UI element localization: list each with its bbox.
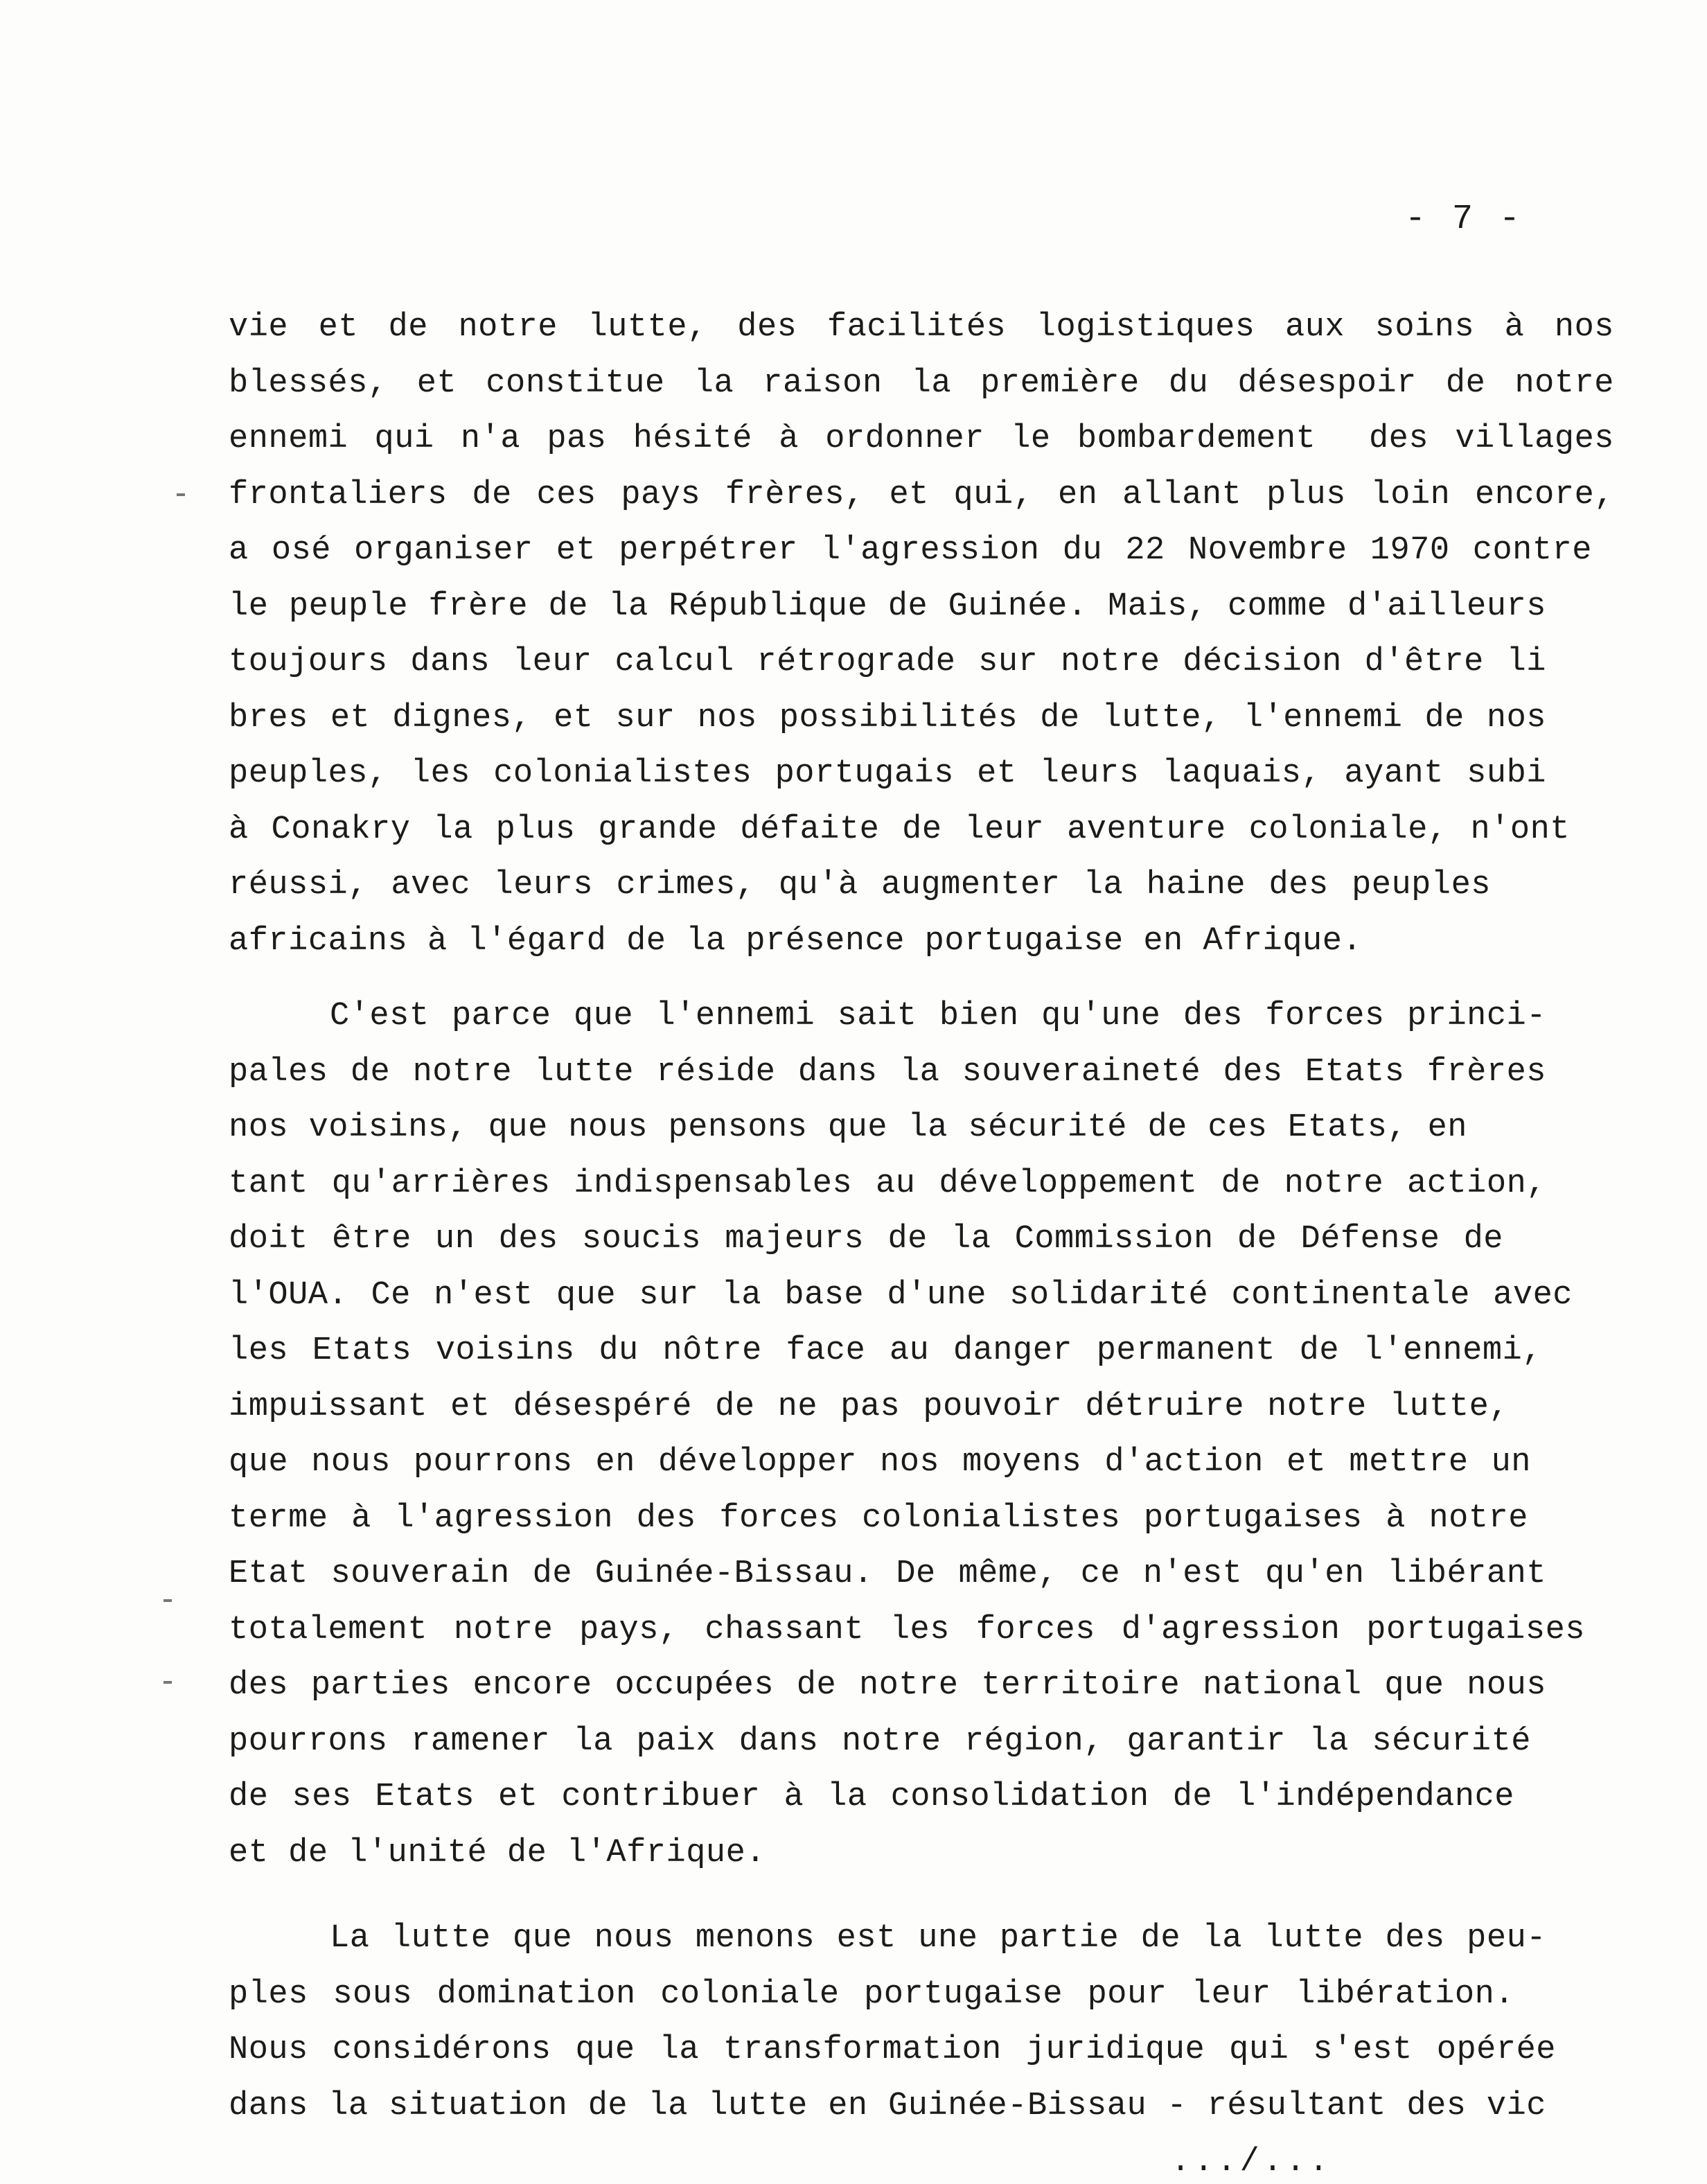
text-line: terme à l'agression des forces colonialistes portugaises à notre xyxy=(229,1499,1528,1537)
text-line: de ses Etats et contribuer à la consolidation de l'indépendance xyxy=(229,1779,1514,1815)
text-line: Etat souverain de Guinée-Bissau. De même, ce n'est qu'en libérant xyxy=(229,1556,1546,1592)
text-line: blessés, et constitue la raison la première du désespoir de notre xyxy=(229,364,1614,402)
page-number: - 7 - xyxy=(1405,200,1523,239)
margin-speck xyxy=(177,493,185,496)
margin-speck xyxy=(163,1599,172,1602)
text-line: La lutte que nous menons est une partie de la lutte des peu- xyxy=(330,1920,1546,1957)
continuation-mark: .../... xyxy=(1171,2144,1332,2181)
text-line: et de l'unité de l'Afrique. xyxy=(229,1834,766,1872)
text-line: totalement notre pays, chassant les forces d'agression portugaises xyxy=(229,1611,1585,1648)
text-line: ples sous domination coloniale portugaise pour leur libération. xyxy=(229,1975,1514,2013)
text-line: tant qu'arrières indispensables au développement de notre action, xyxy=(229,1165,1546,1202)
text-line: toujours dans leur calcul rétrograde sur notre décision d'être li xyxy=(229,644,1546,680)
text-line: réussi, avec leurs crimes, qu'à augmenter la haine des peuples xyxy=(229,867,1491,904)
paragraph-2 xyxy=(229,989,1614,1881)
paragraph-1 xyxy=(229,300,1614,969)
text-line: que nous pourrons en développer nos moyens d'action et mettre un xyxy=(229,1444,1531,1481)
text-line: le peuple frère de la République de Guinée. Mais, comme d'ailleurs xyxy=(229,588,1546,625)
text-line: impuissant et désespéré de ne pas pouvoir détruire notre lutte, xyxy=(229,1388,1509,1425)
text-line: à Conakry la plus grande défaite de leur aventure coloniale, n'ont xyxy=(229,811,1570,848)
text-line: vie et de notre lutte, des facilités logistiques aux soins à nos xyxy=(229,309,1614,346)
text-line: les Etats voisins du nôtre face au danger permanent de l'ennemi, xyxy=(229,1332,1542,1369)
text-line: l'OUA. Ce n'est que sur la base d'une solidarité continentale avec xyxy=(229,1276,1573,1314)
text-line: ennemi qui n'a pas hésité à ordonner le bombardement des villages xyxy=(229,421,1614,457)
paragraph-3 xyxy=(229,1911,1614,2134)
text-line: a osé organiser et perpétrer l'agression du 22 Novembre 1970 contre xyxy=(229,532,1592,569)
text-line: Nous considérons que la transformation juridique qui s'est opérée xyxy=(229,2032,1556,2068)
text-line: frontaliers de ces pays frères, et qui, en allant plus loin encore, xyxy=(229,476,1614,513)
text-line: des parties encore occupées de notre territoire national que nous xyxy=(229,1667,1546,1704)
text-line: dans la situation de la lutte en Guinée-Bissau - résultant des vic xyxy=(229,2087,1546,2124)
margin-speck xyxy=(163,1681,172,1684)
text-line: africains à l'égard de la présence portugaise en Afrique. xyxy=(229,922,1363,960)
text-line: nos voisins, que nous pensons que la sécurité de ces Etats, en xyxy=(229,1109,1467,1146)
text-line: pales de notre lutte réside dans la souveraineté des Etats frères xyxy=(229,1053,1546,1091)
text-line: pourrons ramener la paix dans notre région, garantir la sécurité xyxy=(229,1723,1531,1760)
text-line: peuples, les colonialistes portugais et leurs laquais, ayant subi xyxy=(229,755,1546,792)
text-line: bres et dignes, et sur nos possibilités de lutte, l'ennemi de nos xyxy=(229,699,1546,737)
text-line: doit être un des soucis majeurs de la Commission de Défense de xyxy=(229,1221,1503,1258)
text-line: C'est parce que l'ennemi sait bien qu'une des forces princi- xyxy=(330,998,1546,1034)
